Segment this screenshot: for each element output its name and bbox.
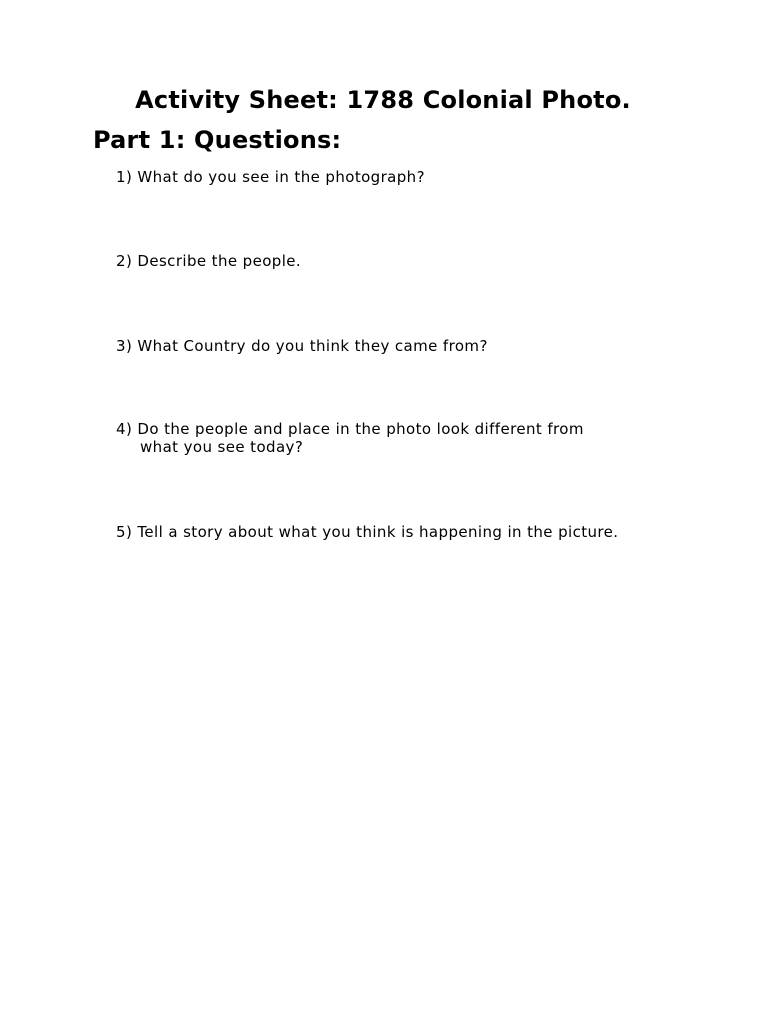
question-text-continuation: what you see today?	[140, 438, 304, 456]
question-5	[116, 523, 618, 541]
document-title	[0, 86, 768, 114]
question-number: 4)	[116, 420, 133, 438]
question-3	[116, 337, 488, 355]
document-title-text: Activity Sheet: 1788 Colonial Photo.	[135, 86, 631, 114]
question-number: 1)	[116, 168, 133, 186]
question-4	[116, 420, 584, 456]
question-text: Tell a story about what you think is happening in the picture.	[137, 523, 619, 541]
question-text: Describe the people.	[137, 252, 302, 270]
question-number: 5)	[116, 523, 133, 541]
question-number: 3)	[116, 337, 133, 355]
part-heading: Part 1: Questions:	[93, 126, 342, 154]
question-text: Do the people and place in the photo look different from	[137, 420, 584, 438]
question-1	[116, 168, 425, 186]
question-text: What Country do you think they came from?	[137, 337, 488, 355]
question-2	[116, 252, 301, 270]
question-text: What do you see in the photograph?	[137, 168, 425, 186]
question-number: 2)	[116, 252, 133, 270]
